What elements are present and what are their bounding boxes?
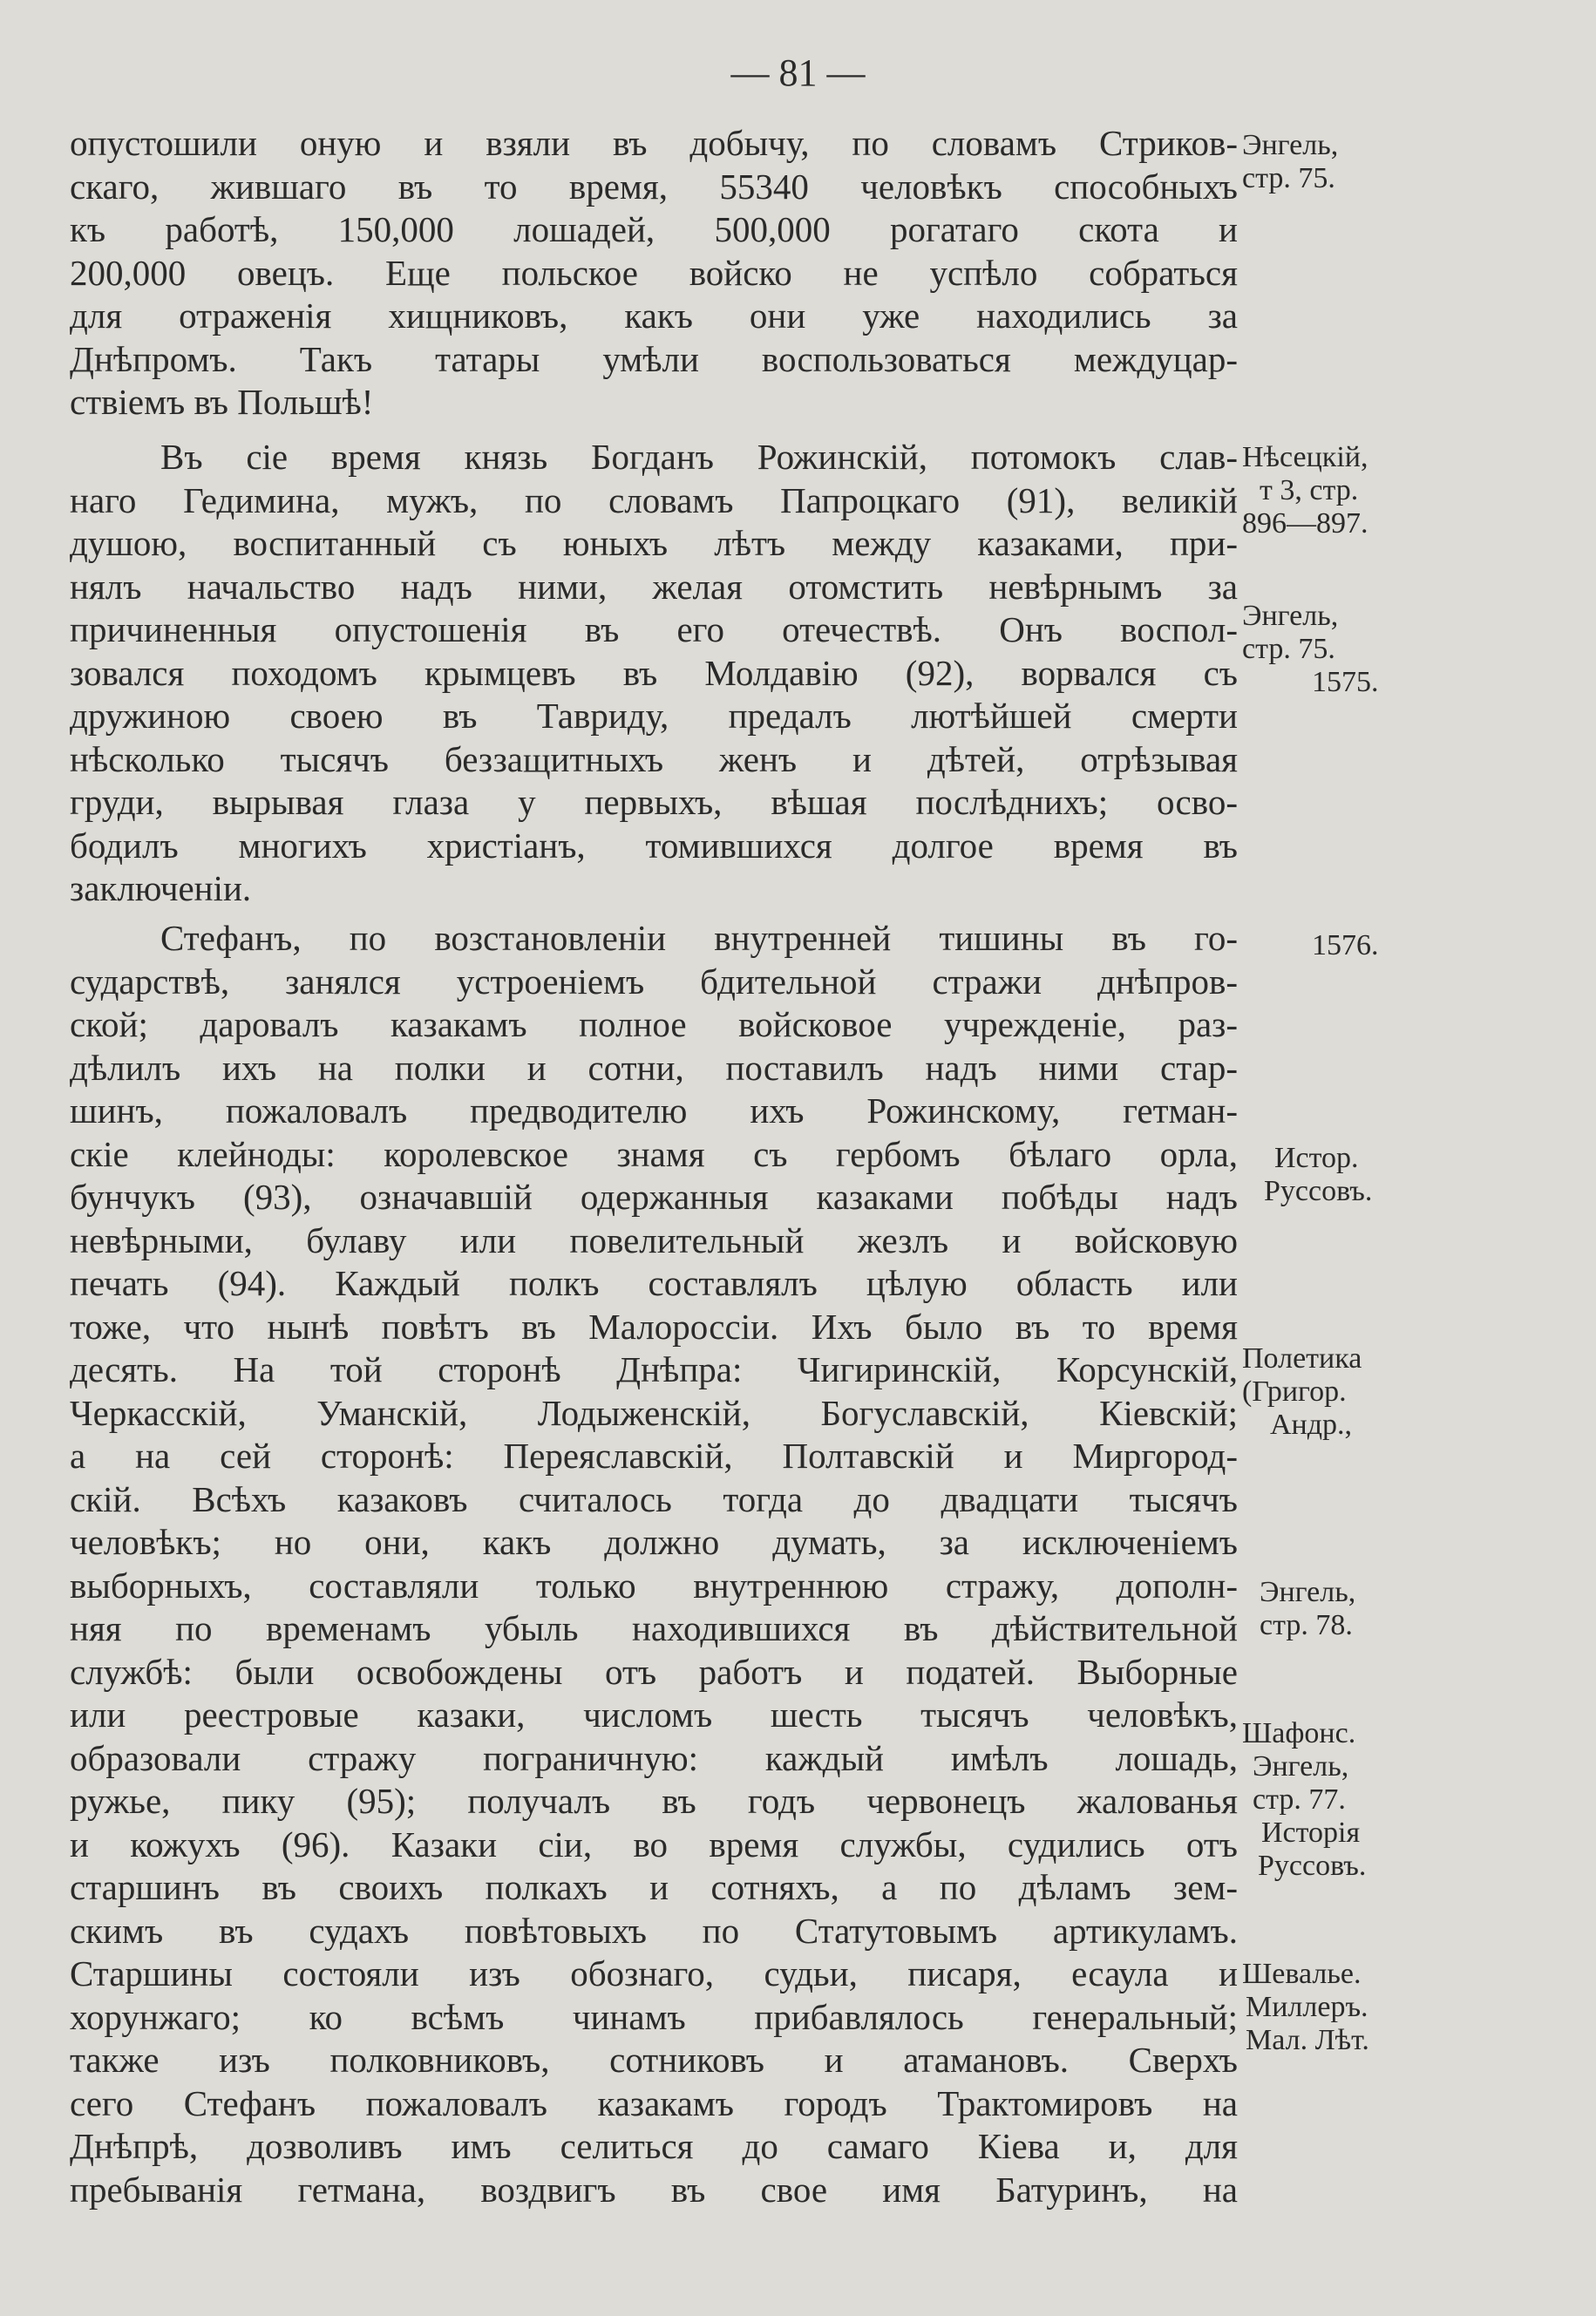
text-line: для отраженія хищниковъ, какъ они уже находились за bbox=[70, 295, 1238, 336]
text-line: скаго, жившаго въ то время, 55340 человѣкъ способныхъ bbox=[70, 166, 1238, 207]
text-line: Днѣпрѣ, дозволивъ имъ селиться до самаго Кіева и, для bbox=[70, 2126, 1238, 2166]
margin-note-line: Энгель, bbox=[1242, 129, 1339, 161]
margin-note-line: Полетика bbox=[1242, 1342, 1362, 1375]
margin-note-line: т 3, стр. bbox=[1260, 474, 1359, 506]
text-line: сударствѣ, занялся устроеніемъ бдительной стражи днѣпров- bbox=[70, 961, 1238, 1002]
margin-note-engel-78 bbox=[1260, 1576, 1596, 1642]
text-line: хорунжаго; ко всѣмъ чинамъ прибавлялось генеральный; bbox=[70, 1996, 1238, 2037]
text-line: образовали стражу пограничную: каждый имѣлъ лошадь, bbox=[70, 1737, 1238, 1778]
text-line: душою, воспитанный съ юныхъ лѣтъ между казаками, при- bbox=[70, 523, 1238, 563]
margin-note-line: стр. 75. bbox=[1242, 162, 1335, 194]
text-line: опустошили оную и взяли въ добычу, по словамъ Стриков- bbox=[70, 123, 1238, 163]
text-line: няя по временамъ убыль находившихся въ дѣйствительной bbox=[70, 1608, 1238, 1648]
text-line: сего Стефанъ пожаловалъ казакамъ городъ Трактомировъ на bbox=[70, 2082, 1238, 2123]
page-number: — 81 — bbox=[730, 51, 866, 94]
margin-note-line: Шафонс. bbox=[1242, 1717, 1356, 1749]
margin-note-line: Истор. bbox=[1274, 1142, 1359, 1174]
text-line: старшинъ въ своихъ полкахъ и сотняхъ, а по дѣламъ зем- bbox=[70, 1867, 1238, 1907]
margin-note-line: стр. 78. bbox=[1260, 1609, 1353, 1641]
margin-note-line: Шевалье. bbox=[1242, 1958, 1362, 1990]
text-line: груди, вырывая глаза у первыхъ, вѣшая послѣднихъ; осво- bbox=[70, 782, 1238, 822]
text-line: скіе клейноды: королевское знамя съ гербомъ бѣлаго орла, bbox=[70, 1133, 1238, 1174]
text-line: ствіемъ въ Польшѣ! bbox=[70, 382, 374, 422]
text-line: наго Гедимина, мужъ, по словамъ Папроцкаго (91), великій bbox=[70, 479, 1238, 520]
text-line: Днѣпромъ. Такъ татары умѣли воспользоваться междуцар- bbox=[70, 338, 1238, 379]
text-line: зовался походомъ крымцевъ въ Молдавію (92), ворвался съ bbox=[70, 652, 1238, 693]
text-line: скій. Всѣхъ казаковъ считалось тогда до двадцати тысячъ bbox=[70, 1478, 1238, 1519]
text-line: также изъ полковниковъ, сотниковъ и атамановъ. Сверхъ bbox=[70, 2040, 1238, 2080]
margin-note-nesetsky bbox=[1242, 441, 1591, 540]
text-line: причиненныя опустошенія въ его отечествѣ. Онъ воспол- bbox=[70, 609, 1238, 649]
margin-note-shafons bbox=[1242, 1717, 1591, 1883]
text-line: нялъ начальство надъ ними, желая отомстить невѣрнымъ за bbox=[70, 566, 1238, 607]
margin-note-line: стр. 77. bbox=[1253, 1783, 1346, 1816]
margin-note-line: 896—897. bbox=[1242, 507, 1368, 540]
text-line: къ работѣ, 150,000 лошадей, 500,000 рогатаго скота и bbox=[70, 209, 1238, 249]
text-line: ружье, пику (95); получалъ въ годъ червонецъ жалованья bbox=[70, 1781, 1238, 1821]
text-line: бодилъ многихъ христіанъ, томившихся долгое время въ bbox=[70, 825, 1238, 866]
text-line: а на сей сторонѣ: Переяславскій, Полтавскій и Миргород- bbox=[70, 1436, 1238, 1476]
margin-note-line: Руссовъ. bbox=[1258, 1850, 1367, 1882]
text-line: невѣрными, булаву или повелительный жезлъ и войсковую bbox=[70, 1219, 1238, 1260]
margin-note-line: Энгель, bbox=[1260, 1576, 1356, 1608]
text-line: пребыванія гетмана, воздвигъ въ свое имя Батуринъ, на bbox=[70, 2169, 1238, 2210]
text-line: тоже, что нынѣ повѣтъ въ Малороссіи. Ихъ было въ то время bbox=[70, 1306, 1238, 1347]
margin-note-poletika bbox=[1242, 1342, 1591, 1442]
text-line: дѣлилъ ихъ на полки и сотни, поставилъ надъ ними стар- bbox=[70, 1047, 1238, 1088]
paragraph-3 bbox=[70, 917, 1238, 2211]
text-line: Старшины состояли изъ обознаго, судьи, писаря, есаула и bbox=[70, 1953, 1238, 1993]
margin-note-line: 1575. bbox=[1312, 666, 1379, 698]
margin-note-line: стр. 75. bbox=[1242, 633, 1335, 665]
text-line: Стефанъ, по возстановленіи внутренней тишины въ го- bbox=[160, 918, 1238, 958]
text-line: ской; даровалъ казакамъ полное войсковое учрежденіе, раз- bbox=[70, 1004, 1238, 1044]
margin-note-year-1575 bbox=[1312, 666, 1596, 699]
text-line: человѣкъ; но они, какъ должно думать, за исключеніемъ bbox=[70, 1522, 1238, 1562]
text-line: заключеніи. bbox=[70, 868, 252, 908]
margin-note-line: Энгель, bbox=[1242, 600, 1339, 632]
text-line: нѣсколько тысячъ беззащитныхъ женъ и дѣтей, отрѣзывая bbox=[70, 738, 1238, 779]
margin-note-shevalye bbox=[1242, 1958, 1591, 2057]
margin-note-line: Нѣсецкій, bbox=[1242, 441, 1368, 473]
text-line: Черкасскій, Уманскій, Лодыженскій, Богуславскій, Кіевскій; bbox=[70, 1392, 1238, 1433]
margin-note-line: Руссовъ. bbox=[1264, 1175, 1373, 1207]
text-line: службѣ: были освобождены отъ работъ и податей. Выборные bbox=[70, 1651, 1238, 1692]
margin-note-istor-russov bbox=[1264, 1142, 1596, 1208]
text-line: бунчукъ (93), означавшій одержанныя казаками побѣды надъ bbox=[70, 1177, 1238, 1217]
text-line: печать (94). Каждый полкъ составлялъ цѣлую область или bbox=[70, 1263, 1238, 1303]
paragraph-1 bbox=[70, 122, 1238, 424]
text-line: выборныхъ, составляли только внутреннюю стражу, дополн- bbox=[70, 1565, 1238, 1606]
margin-note-line: Мал. Лѣт. bbox=[1246, 2024, 1369, 2056]
text-line: шинъ, пожаловалъ предводителю ихъ Рожинскому, гетман- bbox=[70, 1090, 1238, 1131]
text-line: дружиною своею въ Тавриду, предалъ лютѣйшей смерти bbox=[70, 696, 1238, 736]
text-line: Въ сіе время князь Богданъ Рожинскій, потомокъ слав- bbox=[160, 437, 1238, 477]
margin-note-line: (Григор. bbox=[1242, 1375, 1347, 1408]
margin-note-line: Андр., bbox=[1270, 1409, 1353, 1441]
margin-note-line: 1576. bbox=[1312, 929, 1379, 961]
margin-note-line: Энгель, bbox=[1253, 1750, 1349, 1783]
margin-note-engel-75b bbox=[1242, 600, 1591, 666]
margin-note-engel-75 bbox=[1242, 129, 1591, 195]
text-line: 200,000 овецъ. Еще польское войско не успѣло собраться bbox=[70, 252, 1238, 293]
margin-note-line: Исторія bbox=[1261, 1817, 1361, 1849]
text-line: десять. На той сторонѣ Днѣпра: Чигиринскій, Корсунскій, bbox=[70, 1349, 1238, 1389]
margin-note-year-1576 bbox=[1312, 929, 1596, 962]
margin-note-line: Миллеръ. bbox=[1246, 1991, 1368, 2023]
text-line: и кожухъ (96). Казаки сіи, во время службы, судились отъ bbox=[70, 1824, 1238, 1864]
text-line: или реестровые казаки, числомъ шесть тысячъ человѣкъ, bbox=[70, 1695, 1238, 1735]
paragraph-2 bbox=[70, 436, 1238, 911]
text-line: скимъ въ судахъ повѣтовыхъ по Статутовымъ артикуламъ. bbox=[70, 1910, 1238, 1951]
